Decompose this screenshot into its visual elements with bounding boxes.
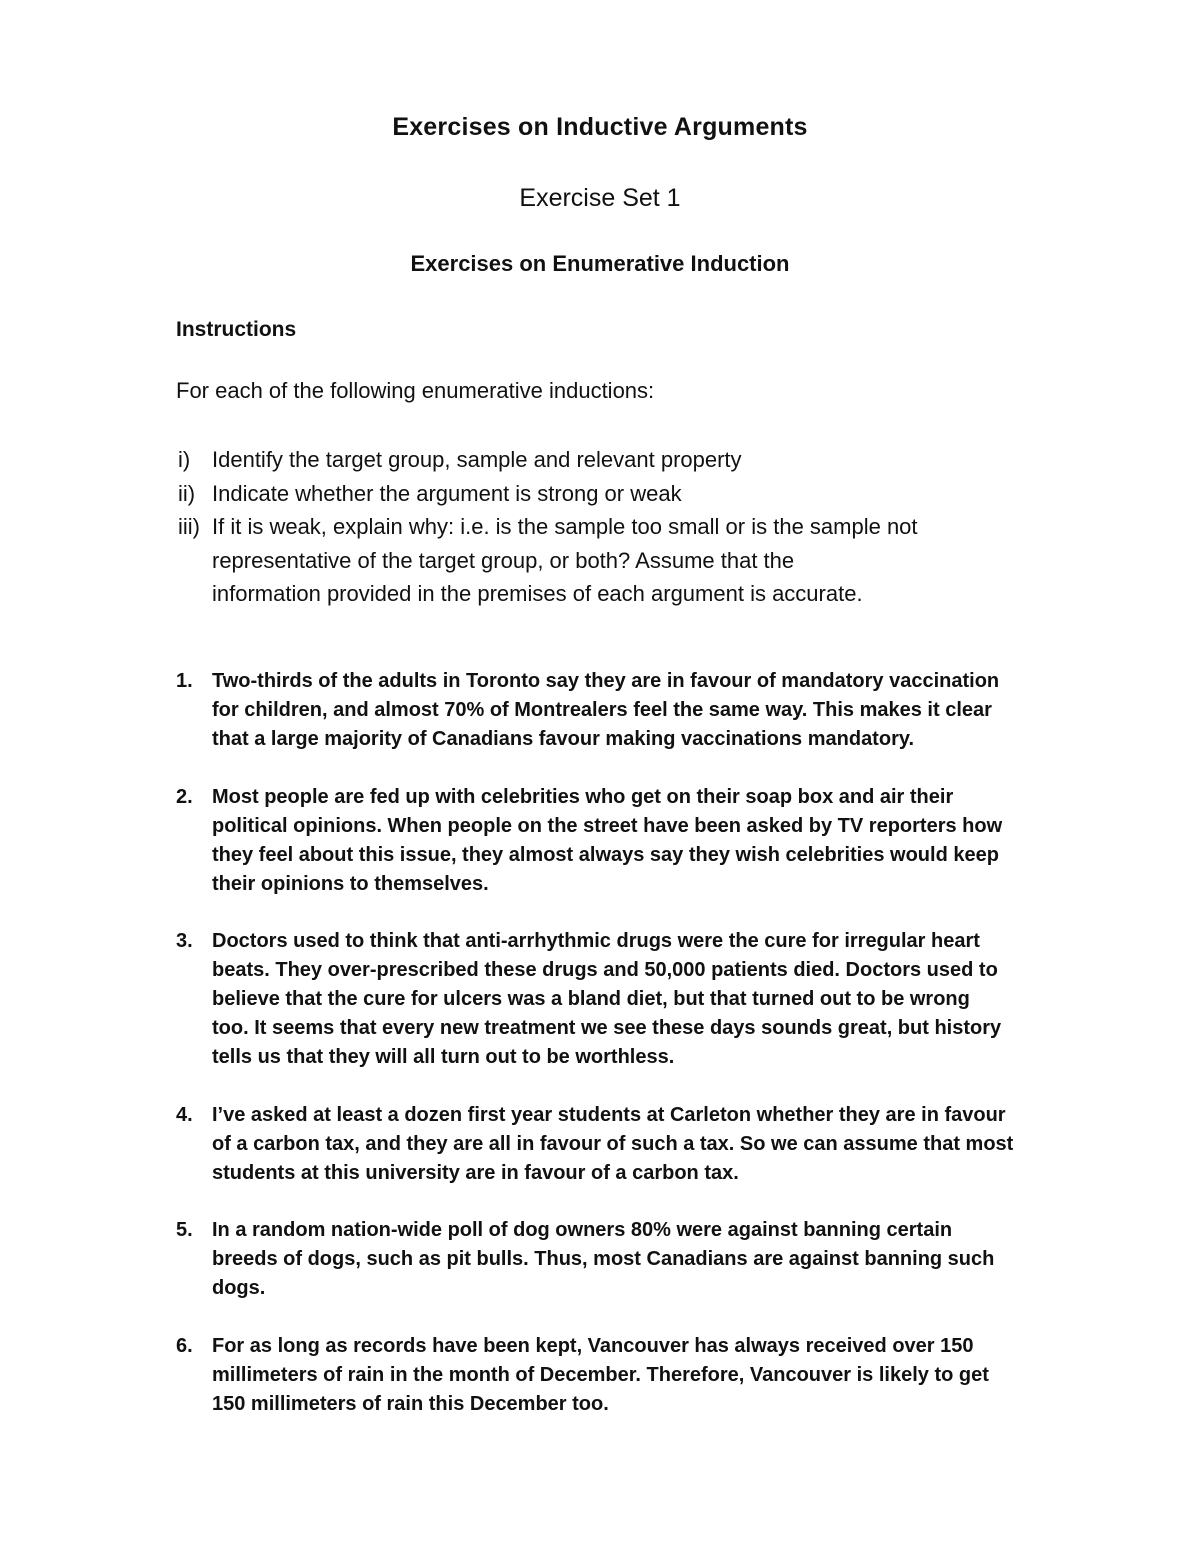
exercise-line: 150 millimeters of rain this December too. bbox=[212, 1392, 609, 1415]
instruction-marker: i) bbox=[178, 447, 191, 472]
exercise-line: they feel about this issue, they almost always say they wish celebrities would keep bbox=[212, 843, 999, 866]
exercise-line: breeds of dogs, such as pit bulls. Thus, most Canadians are against banning such bbox=[212, 1248, 995, 1270]
instruction-text bbox=[212, 510, 1032, 611]
exercise-item bbox=[0, 783, 1200, 899]
exercise-number: 6. bbox=[176, 1334, 193, 1357]
exercise-line: dogs. bbox=[212, 1277, 266, 1299]
exercise-text bbox=[212, 1332, 1024, 1419]
exercise-text bbox=[212, 783, 1024, 899]
exercise-number: 2. bbox=[176, 785, 193, 808]
exercise-line: that a large majority of Canadians favour making vaccinations mandatory. bbox=[212, 728, 915, 750]
exercise-line: their opinions to themselves. bbox=[212, 872, 489, 895]
exercise-line: millimeters of rain in the month of December. Therefore, Vancouver is likely to get bbox=[212, 1363, 989, 1386]
exercise-text bbox=[212, 927, 1024, 1072]
exercise-item bbox=[0, 1216, 1200, 1303]
exercise-line: For as long as records have been kept, Vancouver has always received over 150 bbox=[212, 1334, 974, 1357]
instruction-line: Identify the target group, sample and relevant property bbox=[212, 447, 742, 472]
exercise-line: for children, and almost 70% of Montrealers feel the same way. This makes it clear bbox=[212, 699, 992, 721]
exercise-line: too. It seems that every new treatment we see these days sounds great, but history bbox=[212, 1017, 1002, 1039]
exercise-line: believe that the cure for ulcers was a bland diet, but that turned out to be wrong bbox=[212, 988, 970, 1010]
exercise-line: of a carbon tax, and they are all in favour of such a tax. So we can assume that most bbox=[212, 1132, 1014, 1155]
exercise-number: 4. bbox=[176, 1103, 193, 1126]
instruction-item bbox=[0, 443, 1200, 477]
exercise-line: In a random nation-wide poll of dog owners 80% were against banning certain bbox=[212, 1219, 953, 1241]
instruction-line: representative of the target group, or both? Assume that the bbox=[212, 547, 795, 573]
page-title: Exercises on Inductive Arguments bbox=[392, 113, 808, 141]
instruction-item bbox=[0, 510, 1200, 611]
instructions-heading: Instructions bbox=[176, 318, 297, 341]
exercise-line: students at this university are in favour of a carbon tax. bbox=[212, 1161, 739, 1184]
exercise-number: 5. bbox=[176, 1219, 193, 1241]
exercise-line: political opinions. When people on the street have been asked by TV reporters how bbox=[212, 814, 1003, 837]
exercise-line: I’ve asked at least a dozen first year students at Carleton whether they are in favour bbox=[212, 1103, 1006, 1126]
exercise-number: 1. bbox=[176, 670, 193, 692]
instruction-line: Indicate whether the argument is strong or weak bbox=[212, 480, 682, 506]
instruction-line: information provided in the premises of each argument is accurate. bbox=[212, 581, 863, 606]
section-subtitle: Exercises on Enumerative Induction bbox=[410, 251, 790, 276]
exercise-item bbox=[0, 1332, 1200, 1419]
exercise-text bbox=[212, 667, 1024, 754]
instruction-item bbox=[0, 477, 1200, 511]
exercise-text bbox=[212, 1101, 1024, 1188]
exercise-list bbox=[0, 667, 1200, 1447]
instructions-list bbox=[0, 443, 1200, 611]
exercise-set-title: Exercise Set 1 bbox=[519, 184, 681, 212]
instruction-marker: ii) bbox=[178, 480, 196, 506]
exercise-item bbox=[0, 1101, 1200, 1188]
exercise-item bbox=[0, 927, 1200, 1072]
exercise-line: Most people are fed up with celebrities who get on their soap box and air their bbox=[212, 785, 954, 808]
exercise-line: beats. They over-prescribed these drugs and 50,000 patients died. Doctors used to bbox=[212, 959, 998, 981]
exercise-text bbox=[212, 1216, 1024, 1303]
instructions-intro: For each of the following enumerative inductions: bbox=[176, 378, 655, 403]
exercise-number: 3. bbox=[176, 930, 193, 952]
exercise-line: Two-thirds of the adults in Toronto say they are in favour of mandatory vaccination bbox=[212, 670, 1000, 692]
instruction-line: If it is weak, explain why: i.e. is the sample too small or is the sample not bbox=[212, 514, 918, 539]
exercise-line: tells us that they will all turn out to be worthless. bbox=[212, 1046, 675, 1068]
exercise-line: Doctors used to think that anti-arrhythmic drugs were the cure for irregular heart bbox=[212, 930, 980, 952]
exercise-item bbox=[0, 667, 1200, 754]
instruction-text bbox=[212, 443, 1032, 477]
instruction-text bbox=[212, 477, 1032, 511]
instruction-marker: iii) bbox=[178, 514, 200, 539]
